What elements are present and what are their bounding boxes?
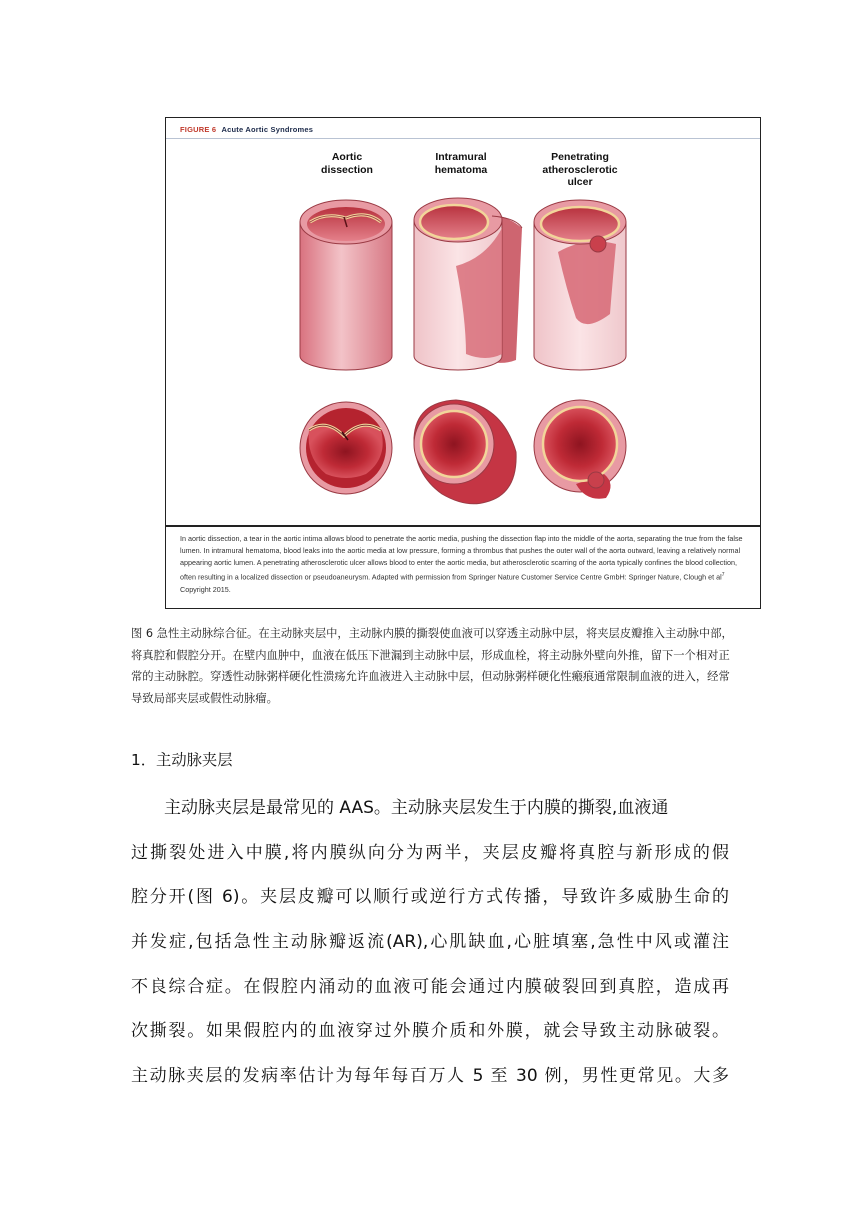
label-line: Aortic bbox=[331, 151, 363, 163]
aortic-syndromes-illustration bbox=[166, 118, 762, 523]
figure-caption bbox=[180, 533, 752, 596]
figure-panel bbox=[165, 117, 761, 609]
label-line: Penetrating bbox=[551, 151, 609, 163]
paragraph-line: 不良综合症。在假腔内涌动的血液可能会通过内膜破裂回到真腔，造成再 bbox=[131, 977, 729, 997]
label-line: dissection bbox=[321, 163, 373, 176]
dissection-cross-section bbox=[300, 402, 392, 494]
citation-ref: 7 bbox=[721, 572, 725, 579]
hematoma-cross-section bbox=[414, 400, 516, 504]
paragraph-line: 次撕裂。如果假腔内的血液穿过外膜介质和外膜，就会导致主动脉破裂。 bbox=[131, 1021, 729, 1041]
dissection-tube bbox=[300, 200, 392, 370]
label-line: ulcer bbox=[567, 176, 593, 188]
ulcer-cross-section bbox=[534, 400, 626, 499]
caption-rule bbox=[166, 525, 760, 527]
paragraph-line: 并发症,包括急性主动脉瓣返流(AR),心肌缺血,心脏填塞,急性中风或灌注 bbox=[131, 932, 729, 952]
label-line: hematoma bbox=[434, 163, 488, 176]
paragraph-line: 过撕裂处进入中膜,将内膜纵向分为两半，夹层皮瓣将真腔与新形成的假 bbox=[131, 843, 729, 863]
ulcer-tube bbox=[534, 200, 626, 370]
paragraph-line: 主动脉夹层是最常见的 AAS。主动脉夹层发生于内膜的撕裂,血液通 bbox=[164, 798, 669, 818]
chinese-figure-caption: 图 6 急性主动脉综合征。在主动脉夹层中，主动脉内膜的撕裂使血液可以穿透主动脉中层，将夹层皮瓣推入主动脉中部，将真腔和假腔分开。在壁内血肿中，血液在低压下泄漏到主动脉中层，形成血栓，将主动脉外壁向外推，留下一个相对正常的主动脉腔。穿透性动脉粥样硬化性溃疡允许血液进入主动脉中层，但动脉粥样硬化性瘢痕通常限制血液的进入，经常导致局部夹层或假性动脉瘤。 bbox=[131, 627, 733, 705]
figure-label: FIGURE 6 bbox=[180, 125, 217, 134]
figure-caption-tail: Copyright 2015. bbox=[180, 584, 231, 594]
label-line: Intramural bbox=[435, 151, 487, 163]
figure-title: Acute Aortic Syndromes bbox=[221, 125, 314, 134]
paragraph-line: 腔分开(图 6)。夹层皮瓣可以顺行或逆行方式传播，导致许多威胁生命的 bbox=[131, 887, 729, 907]
figure-caption-text: In aortic dissection, a tear in the aortic intima allows blood to penetrate the aortic media, pushing the dissection flap into the middle of the aorta, separating the true from the false lumen. In intramural hematoma, blood leaks into the aortic media at low pressure, forming a thrombus that pushes the outer wall of the aorta outward, leaving a relatively normal appearing aortic lumen. A penetrating atherosclerotic ulcer allows blood to enter the aortic media, but atherosclerotic scarring of the aorta typically confines the blood collection, often resulting in a localized dissection or pseudoaneurysm. Adapted with permission from Springer Nature Customer Service Centre GmbH: Springer Nature, Clough et al bbox=[180, 534, 743, 582]
hematoma-tube bbox=[414, 198, 522, 370]
section-heading: 1．主动脉夹层 bbox=[131, 751, 233, 769]
paragraph-line: 主动脉夹层的发病率估计为每年每百万人 5 至 30 例，男性更常见。大多 bbox=[131, 1066, 729, 1086]
label-line: atherosclerotic bbox=[542, 163, 618, 176]
